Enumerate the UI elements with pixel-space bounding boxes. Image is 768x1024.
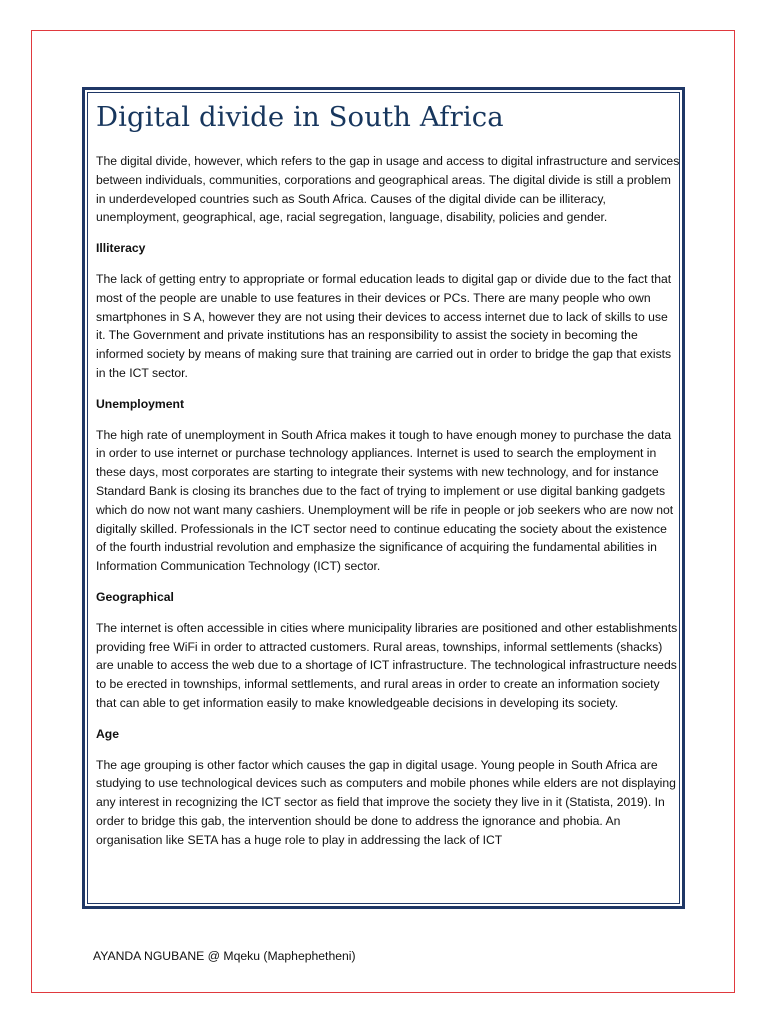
section-body-illiteracy: The lack of getting entry to appropriate or formal education leads to digital gap or divide due to the fact that most of the people are unable to use features in their devices or PCs. There are many people who own smartphones in S A, however they are not using their devices to access internet due to lack of skills to use it. The Government and private institutions has an responsibility to assist the society in becoming the informed society by means of making sure that training are carried out in order to bridge the gap that exists in the ICT sector.: [96, 271, 672, 380]
section-heading-age: Age: [96, 726, 120, 741]
section-body-age: The age grouping is other factor which causes the gap in digital usage. Young people in South Africa are studying to use technological devices such as computers and mobile phones while elders are not displaying any interest in recognizing the ICT sector as field that improve the society they live in it (Statista, 2019). In order to bridge this gab, the intervention should be done to address the ignorance and phobia. An organisation like SETA has a huge role to play in addressing the lack of ICT: [96, 757, 676, 847]
content-frame: [82, 87, 685, 909]
content-frame-inner: [87, 92, 680, 904]
intro-paragraph: The digital divide, however, which refers to the gap in usage and access to digital infrastructure and services between individuals, communities, corporations and geographical areas. The digital divide is still a problem in underdeveloped countries such as South Africa. Causes of the digital divide can be illiteracy, unemployment, geographical, age, racial segregation, language, disability, policies and gender.: [96, 154, 680, 225]
section-heading-geographical: Geographical: [96, 589, 174, 604]
section-body-unemployment: The high rate of unemployment in South Africa makes it tough to have enough money to purchase the data in order to use internet or purchase technology appliances. Internet is used to search the employment in these days, most corporates are starting to integrate their systems with new technology, and for instance Standard Bank is closing its branches due to the fact of trying to implement or use digital banking gadgets which do now not want many cashiers. Unemployment will be rife in people or job seekers who are now not digitally skilled. Professionals in the ICT sector need to continue educating the society about the existence of the fourth industrial revolution and emphasize the significance of acquiring the fundamental abilities in Information Communication Technology (ICT) sector.: [96, 427, 674, 574]
document-title: Digital divide in South Africa: [96, 101, 504, 133]
section-heading-illiteracy: Illiteracy: [96, 241, 146, 256]
page-footer: AYANDA NGUBANE @ Mqeku (Maphephetheni): [93, 949, 356, 963]
section-body-geographical: The internet is often accessible in cities where municipality libraries are positioned and other establishments providing free WiFi in order to attracted customers. Rural areas, townships, informal settlements (shacks) are unable to access the web due to a shortage of ICT infrastructure. The technological infrastructure needs to be erected in townships, informal settlements, and rural areas in order to create an information society that can able to get information easily to make knowledgeable decisions in developing its society.: [96, 620, 678, 710]
document-body: [96, 98, 680, 850]
section-heading-unemployment: Unemployment: [96, 396, 185, 411]
